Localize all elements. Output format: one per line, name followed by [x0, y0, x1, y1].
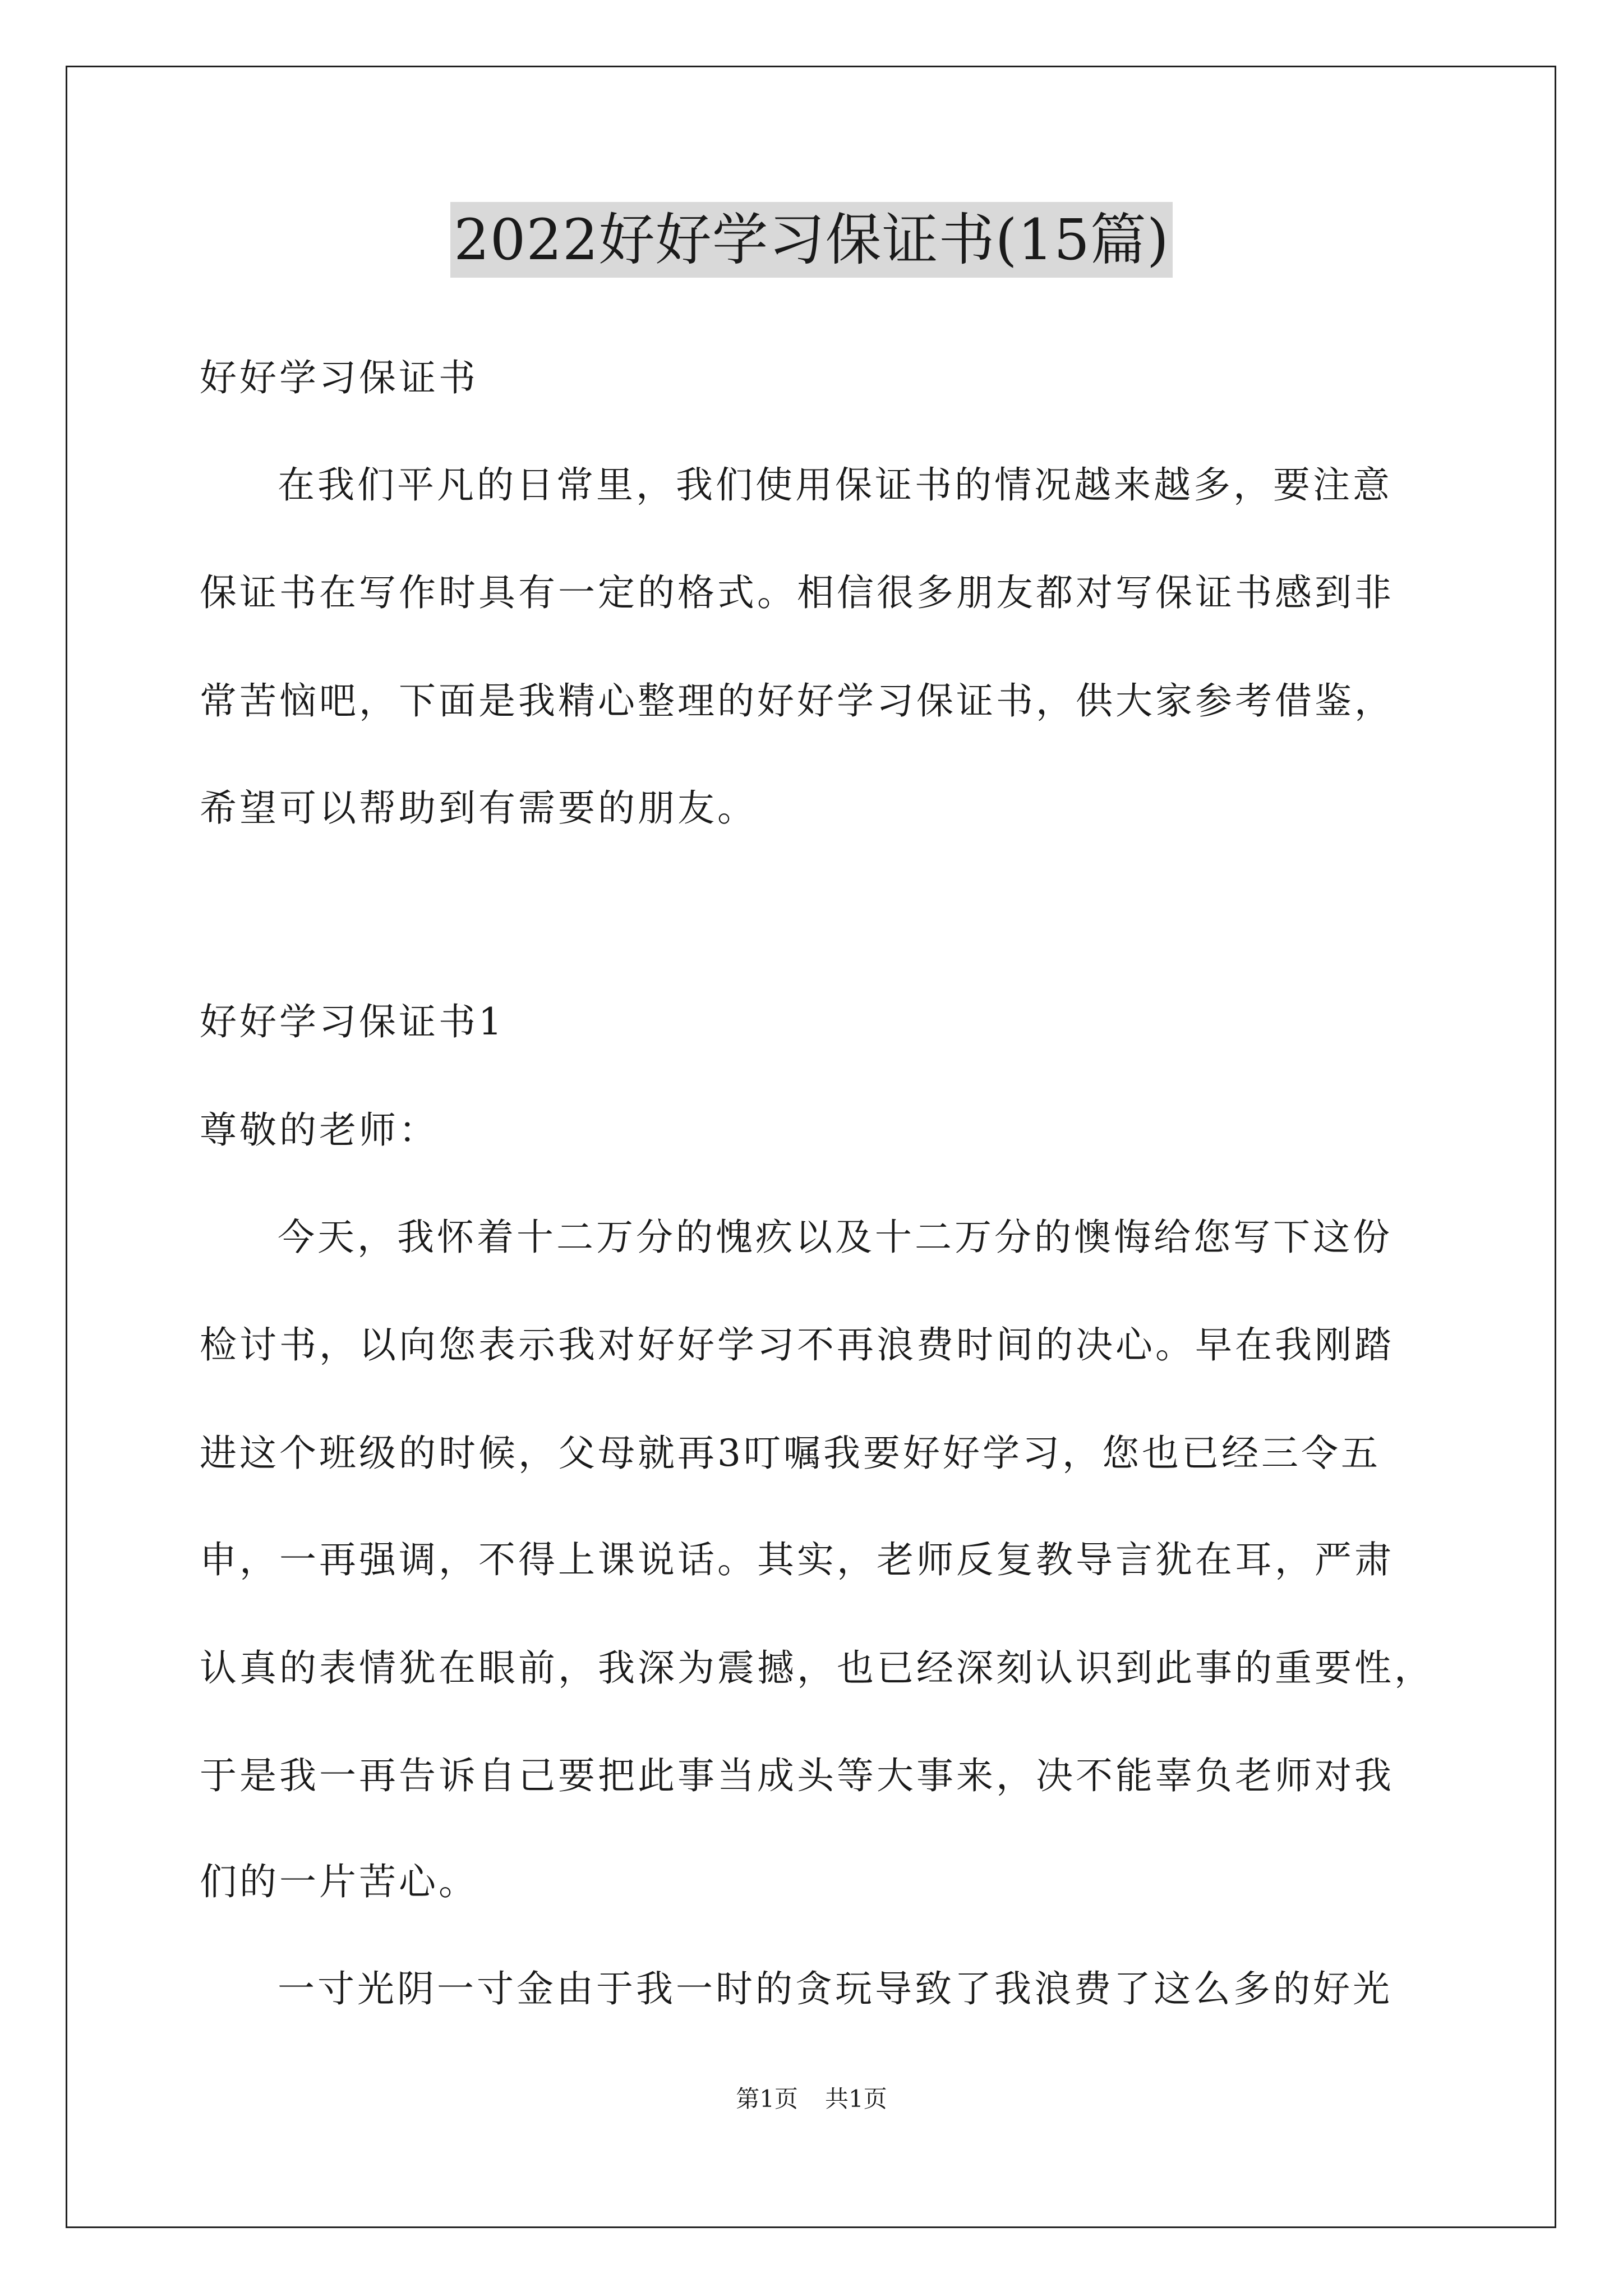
- paragraph-line: 保证书在写作时具有一定的格式。相信很多朋友都对写保证书感到非: [200, 571, 1394, 614]
- paragraph-line: 们的一片苦心。: [200, 1860, 478, 1903]
- paragraph-line: 于是我一再告诉自己要把此事当成头等大事来，决不能辜负老师对我: [200, 1754, 1394, 1797]
- page-total: 共1页: [825, 2085, 887, 2113]
- paragraph-line: 检讨书，以向您表示我对好好学习不再浪费时间的决心。早在我刚踏: [200, 1323, 1394, 1366]
- paragraph-line: 一寸光阴一寸金由于我一时的贪玩导致了我浪费了这么多的好光: [278, 1967, 1393, 2010]
- paragraph-line: 进这个班级的时候，父母就再3叮嘱我要好好学习，您也已经三令五: [200, 1432, 1381, 1475]
- section-heading: 好好学习保证书1: [200, 1000, 505, 1043]
- paragraph-line: 认真的表情犹在眼前，我深为震撼，也已经深刻认识到此事的重要性，: [200, 1646, 1434, 1690]
- paragraph-line: 在我们平凡的日常里，我们使用保证书的情况越来越多，要注意: [278, 463, 1393, 507]
- paragraph-line: 申，一再强调，不得上课说话。其实，老师反复教导言犹在耳，严肃: [200, 1538, 1394, 1581]
- salutation: 尊敬的老师：: [200, 1108, 439, 1152]
- page-number: 第1页: [736, 2085, 798, 2113]
- intro-heading: 好好学习保证书: [200, 356, 478, 399]
- title-container: [0, 202, 1623, 278]
- document-title: 2022好好学习保证书(15篇): [450, 202, 1173, 278]
- page-footer: [0, 2082, 1623, 2116]
- paragraph-line: 今天，我怀着十二万分的愧疚以及十二万分的懊悔给您写下这份: [278, 1216, 1393, 1259]
- paragraph-line: 常苦恼吧，下面是我精心整理的好好学习保证书，供大家参考借鉴，: [200, 679, 1394, 723]
- paragraph-line: 希望可以帮助到有需要的朋友。: [200, 786, 757, 830]
